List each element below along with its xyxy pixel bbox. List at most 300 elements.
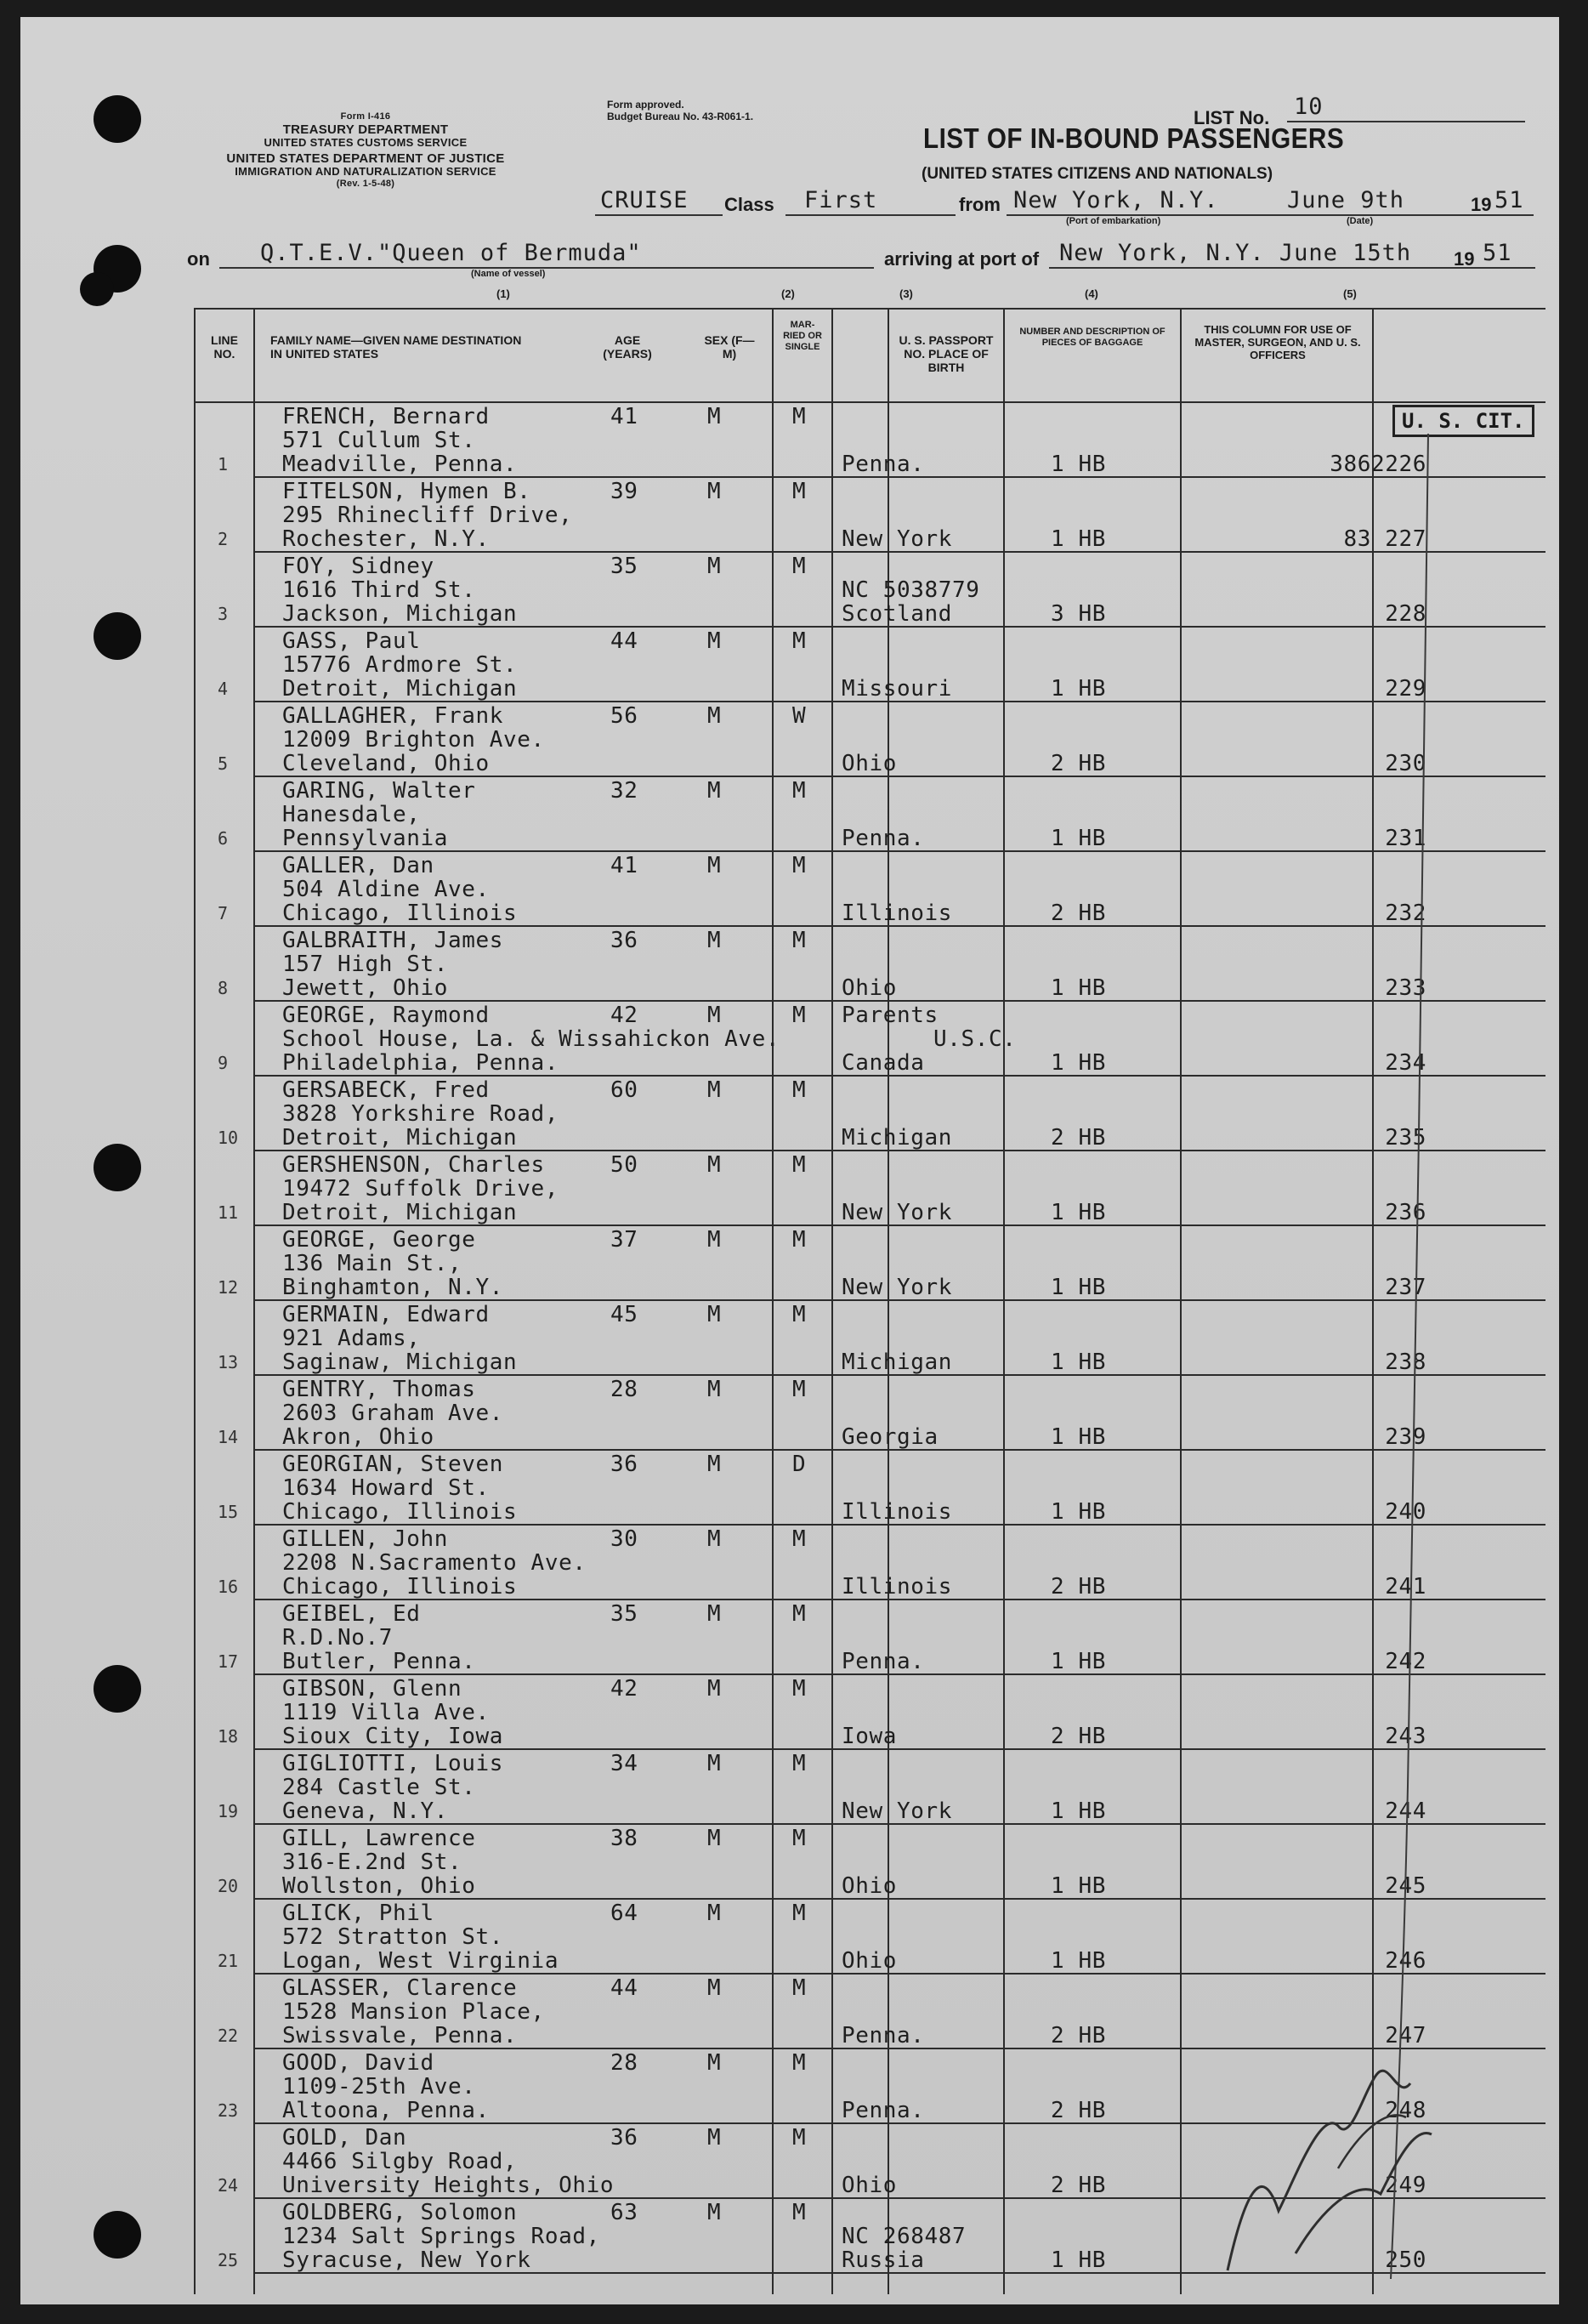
city-state: Akron, Ohio [282,1424,434,1450]
table-border [194,401,1545,403]
age: 36 [610,928,638,953]
list-number: 10 [1294,94,1324,120]
city-state: Binghamton, N.Y. [282,1275,504,1300]
marital-status: M [792,853,807,878]
sex: M [707,1302,722,1327]
from-label: from [959,194,1001,215]
line-number: 11 [218,1202,239,1223]
baggage: 1 HB [1051,1499,1107,1525]
col-head-officers: THIS COLUMN FOR USE OF MASTER, SURGEON, AND U. S. OFFICERS [1194,323,1361,361]
officer-number: 233 [1385,975,1426,1001]
marital-status: M [792,1003,807,1028]
marital-status: M [792,928,807,953]
line-number: 4 [218,679,229,699]
place-of-birth: Iowa [842,1724,898,1749]
officer-number: 244 [1385,1798,1426,1824]
officer-number: 237 [1385,1275,1426,1300]
address-line: 3828 Yorkshire Road, [282,1101,559,1127]
address-line: 1234 Salt Springs Road, [282,2224,600,2249]
address-line: 19472 Suffolk Drive, [282,1176,559,1202]
officer-number: 230 [1385,751,1426,776]
line-number: 2 [218,529,229,549]
from-date: June 9th [1287,187,1405,213]
place-of-birth: Penna. [842,2098,925,2123]
officer-number: 231 [1385,826,1426,851]
passenger-name: GIGLIOTTI, Louis [282,1751,504,1776]
officer-number: 229 [1385,676,1426,702]
date-note: (Date) [1347,216,1374,226]
passenger-name: GEORGE, George [282,1227,476,1253]
marital-status: M [792,1751,807,1776]
officer-number: 250 [1385,2247,1426,2273]
baggage: 1 HB [1051,676,1107,702]
approval-block [607,99,753,122]
class-label: Class [724,194,774,215]
sex: M [707,1452,722,1477]
city-state: Sioux City, Iowa [282,1724,504,1749]
baggage: 1 HB [1051,526,1107,552]
place-of-birth: Illinois [842,1499,953,1525]
marital-status: M [792,1377,807,1402]
officer-number: 246 [1385,1948,1426,1974]
line-number: 13 [218,1352,239,1372]
baggage: 1 HB [1051,1798,1107,1824]
place-of-birth: Ohio [842,2173,898,2198]
address-line: 571 Cullum St. [282,428,476,453]
handwritten-marks [1194,425,1449,2304]
address-line: 316-E.2nd St. [282,1850,462,1875]
city-state: Logan, West Virginia [282,1948,559,1974]
arrival-port-date: New York, N.Y. June 15th [1059,240,1412,266]
city-state: Syracuse, New York [282,2247,531,2273]
city-state: Chicago, Illinois [282,1574,518,1600]
baggage: 1 HB [1051,1200,1107,1225]
address-line: 2208 N.Sacramento Ave. [282,1550,587,1576]
officer-number: 249 [1385,2173,1426,2198]
baggage: 2 HB [1051,1125,1107,1151]
city-state: Detroit, Michigan [282,1200,518,1225]
age: 42 [610,1003,638,1028]
city-state: Altoona, Penna. [282,2098,490,2123]
address-line: 1528 Mansion Place, [282,1999,545,2025]
age: 63 [610,2200,638,2225]
passport-no: NC 5038779 [842,577,980,603]
place-of-birth: New York [842,1275,953,1300]
passenger-name: GERSHENSON, Charles [282,1152,545,1178]
sex: M [707,2050,722,2076]
line-number: 21 [218,1951,239,1971]
line-number: 18 [218,1726,239,1747]
city-state: Chicago, Illinois [282,1499,518,1525]
passenger-name: GILLEN, John [282,1526,449,1552]
city-state: Pennsylvania [282,826,449,851]
officer-number: 228 [1385,601,1426,627]
city-state: Butler, Penna. [282,1649,476,1674]
city-state: Meadville, Penna. [282,452,518,477]
place-of-birth: Illinois [842,901,953,926]
city-state: Detroit, Michigan [282,676,518,702]
baggage: 1 HB [1051,975,1107,1001]
sex: M [707,2200,722,2225]
passenger-name: GIBSON, Glenn [282,1676,462,1702]
passenger-name: GENTRY, Thomas [282,1377,476,1402]
age: 45 [610,1302,638,1327]
place-of-birth: Russia [842,2247,925,2273]
marital-status: M [792,2200,807,2225]
officer-number: 234 [1385,1050,1426,1076]
baggage: 3 HB [1051,601,1107,627]
us-citizen-stamp: U. S. CIT. [1392,405,1534,437]
place-of-birth: Illinois [842,1574,953,1600]
passenger-name: GEIBEL, Ed [282,1601,421,1627]
from-port: New York, N.Y. [1013,187,1219,213]
baggage: 1 HB [1051,1350,1107,1375]
city-state: Jewett, Ohio [282,975,449,1001]
city-state: Rochester, N.Y. [282,526,490,552]
passenger-name: GARING, Walter [282,778,476,804]
officer-number: 83 227 [1343,526,1426,552]
baggage: 1 HB [1051,2247,1107,2273]
sex: M [707,2125,722,2151]
marital-status: M [792,1227,807,1253]
address-line: 572 Stratton St. [282,1924,504,1950]
address-line: School House, La. & Wissahickon Ave. [282,1026,780,1052]
form-approved: Form approved. [607,99,684,111]
passenger-name: FOY, Sidney [282,554,434,579]
line-number: 19 [218,1801,239,1821]
age: 44 [610,1975,638,2001]
city-state: Chicago, Illinois [282,901,518,926]
officer-number: 240 [1385,1499,1426,1525]
line-number: 24 [218,2175,239,2196]
passport-no: NC 268487 [842,2224,967,2249]
place-of-birth: Penna. [842,2023,925,2048]
age: 35 [610,1601,638,1627]
place-of-birth: Penna. [842,452,925,477]
document-title: LIST OF IN-BOUND PASSENGERS [923,122,1345,154]
line-number: 1 [218,454,229,474]
line-number: 17 [218,1651,239,1672]
document-subtitle: (UNITED STATES CITIZENS AND NATIONALS) [922,165,1273,183]
city-state: Swissvale, Penna. [282,2023,518,2048]
officer-number: 3862226 [1330,452,1426,477]
col-num: (2) [781,287,795,300]
sex: M [707,404,722,429]
address-line: 2603 Graham Ave. [282,1401,504,1426]
city-state: Jackson, Michigan [282,601,518,627]
from-year-prefix: 19 [1471,194,1492,215]
place-of-birth: New York [842,1798,953,1824]
line-number: 23 [218,2100,239,2121]
officer-number: 242 [1385,1649,1426,1674]
marital-status: M [792,1975,807,2001]
sex: M [707,1676,722,1702]
address-line: 295 Rhinecliff Drive, [282,503,573,528]
age: 35 [610,554,638,579]
marital-status: M [792,1826,807,1851]
line-number: 7 [218,903,229,923]
age: 41 [610,853,638,878]
line-number: 9 [218,1053,229,1073]
age: 28 [610,1377,638,1402]
address-line: 1119 Villa Ave. [282,1700,490,1725]
line-number: 16 [218,1577,239,1597]
address-line: Hanesdale, [282,802,421,827]
underline [785,214,956,216]
customs-service: UNITED STATES CUSTOMS SERVICE [264,136,468,149]
punch-hole [80,272,114,306]
table-border [194,308,1545,310]
age: 30 [610,1526,638,1552]
sex: M [707,628,722,654]
baggage: 1 HB [1051,826,1107,851]
age: 38 [610,1826,638,1851]
line-number: 20 [218,1876,239,1896]
underline [219,267,874,269]
underline [595,214,723,216]
marital-status: M [792,1901,807,1926]
age: 56 [610,703,638,729]
line-number: 10 [218,1128,239,1148]
marital-status: W [792,703,807,729]
marital-status: M [792,2125,807,2151]
age: 64 [610,1901,638,1926]
age: 34 [610,1751,638,1776]
city-state: Cleveland, Ohio [282,751,490,776]
sex: M [707,703,722,729]
passenger-name: FRENCH, Bernard [282,404,490,429]
address-line: R.D.No.7 [282,1625,394,1651]
col-num: (3) [899,287,913,300]
age: 50 [610,1152,638,1178]
col-head-line: LINE NO. [211,333,238,361]
passenger-name: FITELSON, Hymen B. [282,479,531,504]
passenger-name: GALLAGHER, Frank [282,703,504,729]
sex: M [707,1377,722,1402]
vessel-name: Q.T.E.V."Queen of Bermuda" [260,240,642,266]
age: 32 [610,778,638,804]
officer-number: 232 [1385,901,1426,926]
marital-status: M [792,479,807,504]
sex: M [707,1601,722,1627]
baggage: 2 HB [1051,1724,1107,1749]
passenger-name: GEORGE, Raymond [282,1003,490,1028]
place-of-birth: Georgia [842,1424,939,1450]
marital-status: M [792,1601,807,1627]
baggage: 2 HB [1051,2098,1107,2123]
address-line: 15776 Ardmore St. [282,652,518,678]
line-number: 14 [218,1427,239,1447]
form-number: Form I-416 [340,111,391,122]
passenger-name: GOLD, Dan [282,2125,407,2151]
place-of-birth: Penna. [842,826,925,851]
address-line: 136 Main St., [282,1251,462,1276]
city-state: Philadelphia, Penna. [282,1050,559,1076]
officer-number: 241 [1385,1574,1426,1600]
passenger-name: GILL, Lawrence [282,1826,476,1851]
sex: M [707,1975,722,2001]
place-of-birth: Ohio [842,751,898,776]
passport-no: Parents [842,1003,939,1028]
line-number: 22 [218,2026,239,2046]
col-head-sex: SEX (F—M) [704,333,755,361]
line-number: 6 [218,828,229,849]
cruise-label: CRUISE [600,187,689,213]
city-state: Saginaw, Michigan [282,1350,518,1375]
punch-hole [94,612,141,660]
marital-status: M [792,1676,807,1702]
col-head-passport: U. S. PASSPORT NO. PLACE OF BIRTH [899,333,994,374]
parents-citizenship: U.S.C. [933,1026,1017,1052]
baggage: 1 HB [1051,452,1107,477]
baggage: 2 HB [1051,1574,1107,1600]
col-head-married: MAR-RIED OR SINGLE [783,320,822,352]
marital-status: M [792,1302,807,1327]
punch-hole [94,1665,141,1713]
underline [1049,267,1535,269]
line-number: 15 [218,1502,239,1522]
class-value: First [804,187,878,213]
address-line: 921 Adams, [282,1326,421,1351]
arriving-label: arriving at port of [884,248,1040,270]
age: 28 [610,2050,638,2076]
place-of-birth: Michigan [842,1125,953,1151]
baggage: 2 HB [1051,2023,1107,2048]
place-of-birth: New York [842,1200,953,1225]
address-line: 157 High St. [282,952,449,977]
passenger-name: GEORGIAN, Steven [282,1452,504,1477]
city-state: Detroit, Michigan [282,1125,518,1151]
age: 60 [610,1077,638,1103]
address-line: 4466 Silgby Road, [282,2149,518,2174]
place-of-birth: Ohio [842,975,898,1001]
punch-hole [94,95,141,143]
ins-service: IMMIGRATION AND NATURALIZATION SERVICE [235,165,496,178]
sex: M [707,778,722,804]
passenger-name: GLICK, Phil [282,1901,434,1926]
baggage: 2 HB [1051,751,1107,776]
marital-status: M [792,404,807,429]
baggage: 1 HB [1051,1948,1107,1974]
officer-number: 248 [1385,2098,1426,2123]
passenger-name: GERMAIN, Edward [282,1302,490,1327]
baggage: 1 HB [1051,1649,1107,1674]
age: 41 [610,404,638,429]
baggage: 1 HB [1051,1050,1107,1076]
sex: M [707,1526,722,1552]
sex: M [707,1826,722,1851]
address-line: 1634 Howard St. [282,1475,490,1501]
place-of-birth: Missouri [842,676,953,702]
address-line: 1616 Third St. [282,577,476,603]
line-number: 12 [218,1277,239,1298]
sex: M [707,479,722,504]
age: 36 [610,1452,638,1477]
passenger-name: GALLER, Dan [282,853,434,878]
passenger-name: GLASSER, Clarence [282,1975,518,2001]
arrival-year: 51 [1483,240,1512,266]
officer-number: 236 [1385,1200,1426,1225]
age: 42 [610,1676,638,1702]
marital-status: M [792,2050,807,2076]
place-of-birth: New York [842,526,953,552]
line-number: 3 [218,604,229,624]
rev-date: (Rev. 1-5-48) [336,179,395,189]
col-head-baggage: NUMBER AND DESCRIPTION OF PIECES OF BAGGAGE [1019,327,1165,348]
baggage: 2 HB [1051,2173,1107,2198]
place-of-birth: Ohio [842,1873,898,1899]
passenger-name: GASS, Paul [282,628,421,654]
officer-number: 238 [1385,1350,1426,1375]
age: 44 [610,628,638,654]
officer-number: 239 [1385,1424,1426,1450]
marital-status: M [792,554,807,579]
col-num: (1) [496,287,510,300]
sex: M [707,1152,722,1178]
col-num: (5) [1343,287,1357,300]
address-line: 284 Castle St. [282,1775,476,1800]
place-of-birth: Michigan [842,1350,953,1375]
officer-number: 243 [1385,1724,1426,1749]
sex: M [707,853,722,878]
sex: M [707,1227,722,1253]
baggage: 1 HB [1051,1873,1107,1899]
age: 37 [610,1227,638,1253]
passenger-name: GOLDBERG, Solomon [282,2200,518,2225]
col-head-age: AGE (YEARS) [603,333,652,361]
list-no-label: LIST No. [1194,107,1270,128]
address-line: 1109-25th Ave. [282,2074,476,2100]
vessel-note: (Name of vessel) [471,269,546,279]
marital-status: M [792,778,807,804]
baggage: 1 HB [1051,1424,1107,1450]
address-line: 12009 Brighton Ave. [282,727,545,753]
city-state: University Heights, Ohio [282,2173,615,2198]
from-year: 51 [1494,187,1524,213]
age: 36 [610,2125,638,2151]
arrival-year-prefix: 19 [1454,248,1475,270]
city-state: Geneva, N.Y. [282,1798,449,1824]
passenger-name: GALBRAITH, James [282,928,504,953]
sex: M [707,554,722,579]
sex: M [707,928,722,953]
officer-number: 247 [1385,2023,1426,2048]
on-label: on [187,248,210,270]
officer-number: 235 [1385,1125,1426,1151]
treasury-dept: TREASURY DEPARTMENT [282,122,449,137]
col-head-name: FAMILY NAME—GIVEN NAME DESTINATION IN UNITED STATES [270,333,522,361]
officer-number: 245 [1385,1873,1426,1899]
sex: M [707,1077,722,1103]
passenger-name: GOOD, David [282,2050,434,2076]
form-agency-block [187,111,544,190]
justice-dept: UNITED STATES DEPARTMENT OF JUSTICE [226,151,505,166]
address-line: 504 Aldine Ave. [282,877,490,902]
place-of-birth: Penna. [842,1649,925,1674]
marital-status: M [792,1152,807,1178]
age: 39 [610,479,638,504]
line-number: 8 [218,978,229,998]
marital-status: D [792,1452,807,1477]
marital-status: M [792,1077,807,1103]
sex: M [707,1003,722,1028]
passenger-name: GERSABECK, Fred [282,1077,490,1103]
city-state: Wollston, Ohio [282,1873,476,1899]
punch-hole [94,1144,141,1191]
budget-bureau: Budget Bureau No. 43-R061-1. [607,111,754,122]
sex: M [707,1751,722,1776]
marital-status: M [792,628,807,654]
